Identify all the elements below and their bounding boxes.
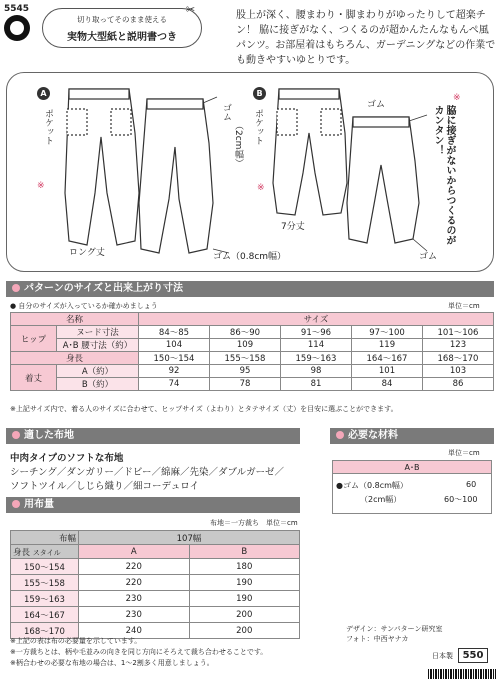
section-dot-icon — [12, 284, 20, 292]
ankle-gomu-label: ゴム（0.8cm幅） — [213, 252, 287, 262]
ankle-gomu-label-b: ゴム — [419, 252, 438, 262]
pocket-b-right — [321, 109, 341, 135]
yardage-width-value: 107幅 — [79, 531, 300, 545]
size-length-label: 着丈 — [11, 365, 57, 391]
fabric-list-line1: シーチング／ダンガリー／ドビー／綿麻／先染／ダブルガーゼ／ — [10, 467, 284, 478]
size-cell: 95 — [210, 365, 281, 378]
size-cell: 103 — [423, 365, 494, 378]
material-gomu-2-value: 60～100 — [444, 495, 478, 504]
yardage-col-b: B — [189, 545, 300, 559]
yardage-table — [10, 530, 300, 639]
size-a-label: A（約） — [57, 365, 139, 378]
gomu-label-b: ゴム — [367, 100, 386, 110]
size-cell: 101 — [352, 365, 423, 378]
pocket-label-a: ポケット — [43, 109, 53, 145]
size-col-size: サイズ — [139, 313, 494, 326]
seven-length-label: 7分丈 — [281, 222, 305, 232]
size-cell: 86～90 — [210, 326, 281, 339]
size-cell: 78 — [210, 378, 281, 391]
size-cell: 98 — [281, 365, 352, 378]
waistband-b-front — [279, 89, 339, 99]
pattern-badge — [42, 8, 202, 48]
yardage-footnote-1: ※上記の表は布の必要量を示しています。 — [10, 637, 142, 645]
size-cell: 84 — [352, 378, 423, 391]
size-section-header: パターンのサイズと出来上がり寸法 — [6, 281, 494, 297]
fabric-section-header: 適した布地 — [6, 428, 300, 444]
size-check-note: ● 自分のサイズが入っているか確かめましょう — [10, 302, 158, 310]
gomu-width-label: （2cm幅） — [233, 121, 243, 168]
material-gomu-08-value: 60 — [466, 480, 477, 489]
note-mark-b: ※ — [257, 183, 265, 193]
illustration-panel — [6, 72, 494, 272]
brand-logo-icon — [4, 15, 30, 41]
long-length-label: ロング丈 — [69, 248, 105, 258]
yardage-width-label: 布幅 — [11, 531, 79, 545]
size-unit: 単位＝cm — [448, 302, 480, 310]
size-footnote: ※上記サイズ内で、着る人のサイズに合わせて、ヒップサイズ（よわり）とタテサイズ（丈）を目安に選ぶことができます。 — [10, 405, 398, 413]
note-mark-a: ※ — [37, 181, 45, 191]
yardage-section-header: 用布量 — [6, 497, 300, 513]
size-table — [10, 312, 494, 391]
pocket-a-left — [67, 109, 87, 135]
photo-credit: フォト：中西ヤナカ — [346, 635, 409, 643]
size-hip-label: ヒップ — [11, 326, 57, 352]
yardage-cell: 200 — [189, 607, 300, 623]
pants-a-back — [139, 99, 213, 253]
material-unit: 単位＝cm — [448, 449, 480, 457]
style-b-marker: B — [253, 87, 266, 100]
page-number: 550 — [458, 648, 488, 663]
size-height-label: 身長 — [11, 352, 139, 365]
fabric-heading: 中肉タイプのソフトな布地 — [10, 453, 124, 464]
yardage-cell: 230 — [79, 591, 190, 607]
size-cell: 84～85 — [139, 326, 210, 339]
scissors-icon: ✂ — [186, 3, 196, 16]
yardage-footnote-3: ※柄合わせの必要な布地の場合は、1～2割多く用意しましょう。 — [10, 659, 214, 667]
yardage-height: 150～154 — [11, 559, 79, 575]
yardage-footnote-2: ※一方裁ちとは、柄や毛並みの向きを同じ方向にそろえて裁ち合わせることです。 — [10, 648, 268, 656]
pocket-label-b: ポケット — [253, 109, 263, 145]
size-cell: 114 — [281, 339, 352, 352]
size-abhip-label: A･B 腰寸法（約） — [57, 339, 139, 352]
size-cell: 104 — [139, 339, 210, 352]
gomu-label-a: ゴム — [221, 103, 231, 121]
pants-drawings — [7, 73, 495, 273]
size-cell: 109 — [210, 339, 281, 352]
size-cell: 168～170 — [423, 352, 494, 365]
material-header: A･B — [333, 461, 491, 474]
section-dot-icon — [12, 500, 20, 508]
badge-line2: 実物大型紙と説明書つき — [67, 32, 177, 43]
waistband-a-front — [69, 89, 129, 99]
yardage-cell: 180 — [189, 559, 300, 575]
yardage-cell: 190 — [189, 575, 300, 591]
pants-b-back — [347, 117, 419, 243]
yardage-cell: 220 — [79, 575, 190, 591]
size-cell: 86 — [423, 378, 494, 391]
waistband-b-back — [353, 117, 409, 127]
size-cell: 123 — [423, 339, 494, 352]
pocket-a-right — [111, 109, 131, 135]
barcode-icon — [428, 669, 496, 679]
yardage-col-a: A — [79, 545, 190, 559]
badge-line1: 切り取ってそのまま使える — [77, 15, 167, 24]
no-side-seam-note: 脇に接ぎがないからつくるのがカンタン！ — [432, 105, 455, 245]
made-in-japan: 日本製 — [432, 652, 453, 660]
design-credit: デザイン：サンパターン研究室 — [346, 625, 443, 633]
yardage-cell: 220 — [79, 559, 190, 575]
style-a-marker: A — [37, 87, 50, 100]
yardage-cell: 200 — [189, 623, 300, 639]
section-dot-icon — [336, 431, 344, 439]
size-cell: 119 — [352, 339, 423, 352]
material-gomu-08: ●ゴム（0.8cm幅） — [336, 481, 408, 490]
section-dot-icon — [12, 431, 20, 439]
pants-b-front — [273, 89, 347, 215]
waistband-a-back — [147, 99, 203, 109]
yardage-corner: 身長 スタイル — [11, 545, 79, 559]
size-cell: 92 — [139, 365, 210, 378]
note-mark-side: ※ — [453, 93, 461, 103]
yardage-height: 159～163 — [11, 591, 79, 607]
product-description: 股上が深く、腰まわり・脚まわりがゆったりして超楽チン！ 脇に接ぎがなく、つくるのが超かんたんなもんぺ風パンツ。お部屋着はもちろん、ガーデニングなどの作業でも動きやすいゆとりです。 — [236, 10, 496, 66]
size-b-label: B（約） — [57, 378, 139, 391]
pocket-b-left — [277, 109, 297, 135]
size-cell: 150～154 — [139, 352, 210, 365]
yardage-cell: 230 — [79, 607, 190, 623]
material-gomu-2: （2cm幅） — [360, 495, 402, 504]
size-cell: 81 — [281, 378, 352, 391]
material-section-header: 必要な材料 — [330, 428, 494, 444]
yardage-height: 168～170 — [11, 623, 79, 639]
size-col-name: 名称 — [11, 313, 139, 326]
yardage-height: 155～158 — [11, 575, 79, 591]
size-cell: 91～96 — [281, 326, 352, 339]
yardage-cell: 190 — [189, 591, 300, 607]
size-cell: 74 — [139, 378, 210, 391]
size-cell: 159～163 — [281, 352, 352, 365]
fabric-list-line2: ソフトツイル／しじら織り／細コーデュロイ — [10, 481, 199, 492]
yardage-cell: 240 — [79, 623, 190, 639]
size-cell: 101～106 — [423, 326, 494, 339]
yardage-note: 布地＝一方裁ち 単位＝cm — [210, 519, 298, 527]
size-nude-label: ヌード寸法 — [57, 326, 139, 339]
size-cell: 164～167 — [352, 352, 423, 365]
product-code: 5545 — [4, 4, 30, 14]
size-cell: 155～158 — [210, 352, 281, 365]
credits — [346, 624, 443, 644]
yardage-height: 164～167 — [11, 607, 79, 623]
size-cell: 97～100 — [352, 326, 423, 339]
